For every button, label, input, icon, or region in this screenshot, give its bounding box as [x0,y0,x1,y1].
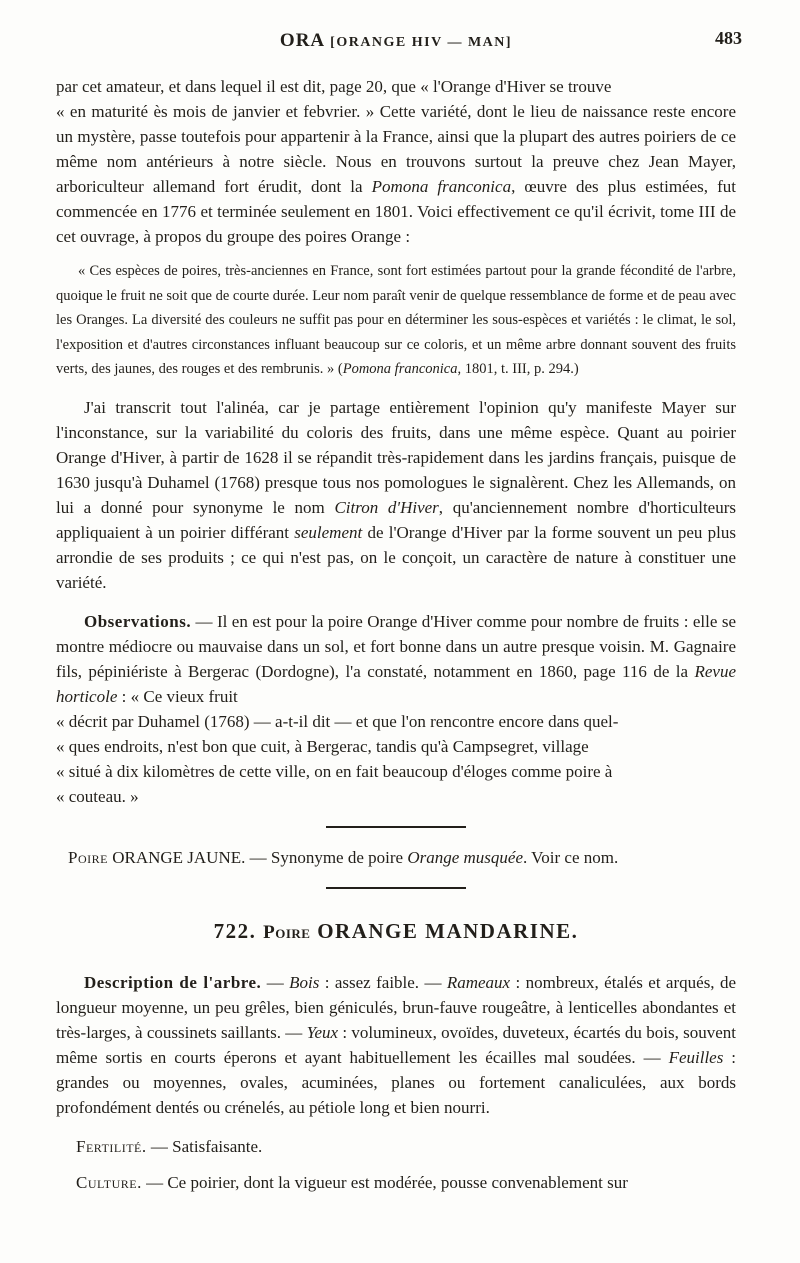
running-title-range: [ORANGE HIV — MAN] [330,35,513,50]
paragraph-description-arbre: Description de l'arbre. — Bois : assez faible. — Rameaux : nombreux, étalés et arqués, de longueur moyenne, un peu grêles, bien géniculés, brun-fauve rougeâtre, à lenticelles abondantes et très-larges, à coussinets saillants. — Yeux : volumineux, ovoïdes, duveteux, écartés du bois, souvent même sortis en courts éperons et ayant habituellement les écailles mal soudées. — Feuilles : grandes ou moyennes, ovales, acuminées, planes ou fortement canaliculées, aux bords profondément dentés ou crénelés, au pétiole long et bien nourri. [56,972,736,1117]
paragraph-intro-continuation: par cet amateur, et dans lequel il est dit, page 20, que « l'Orange d'Hiver se trouve « en maturité ès mois de janvier et febvrier. » Cette variété, dont le lieu de naissance reste encore un mystère, passe toutefois pour appartenir à la France, ainsi que la plupart des autres poiriers de ce même nom antérieurs à notre siècle. Nous en trouvons surtout la preuve chez Jean Mayer, arboriculteur allemand fort érudit, dont la Pomona franconica, œuvre des plus estimées, fut commencée en 1776 et terminée seulement en 1801. Voici effectivement ce qu'il écrivit, tome III de cet ouvrage, à propos du groupe des poires Orange : [56,77,736,246]
paragraph-transcription: J'ai transcrit tout l'alinéa, car je partage entièrement l'opinion qu'y manifeste Mayer sur l'inconstance, sur la variabilité du coloris des fruits, dans une même espèce. Quant au poirier Orange d'Hiver, à partir de 1628 il se répandit très-rapidement dans les jardins français, puisque de 1630 jusqu'à Duhamel (1768) presque tous nos pomologues le signalèrent. Chez les Allemands, on lui a donné pour synonyme le nom Citron d'Hiver, qu'anciennement nombre d'horticulteurs appliquaient à un poirier différant seulement de l'Orange d'Hiver par la forme souvent un peu plus arrondie de ses produits ; ce qui n'est pas, on le conçoit, un caractère de nature à constituer une variété. [56,397,736,592]
section-divider-bottom [326,887,466,889]
paragraph-observations: Observations. — Il en est pour la poire Orange d'Hiver comme pour nombre de fruits : elle se montre médiocre ou mauvaise dans un sol, et fort bonne dans un autre presque voisin. M. Gagnaire fils, pépiniériste à Bergerac (Dordogne), l'a constaté, notamment en 1860, page 116 de la Revue horticole : « Ce vieux fruit « décrit par Duhamel (1768) — a-t-il dit — et que l'on rencontre encore dans quel- « ques endroits, n'est bon que cuit, à Bergerac, tandis qu'à Campsegret, village « situé à dix kilomètres de cette ville, on en fait beaucoup d'éloges comme poire à « couteau. » [56,611,736,806]
running-head [56,28,742,58]
running-title-word: ORA [279,30,326,51]
section-divider-top [326,826,466,828]
paragraph-mayer-quote: « Ces espèces de poires, très-anciennes en France, sont fort estimées partout pour la grande fécondité de l'arbre, quoique le fruit ne soit que de courte durée. Leur nom paraît venir de quelque ressemblance de forme et de peau avec les Oranges. La diversité des couleurs ne suffit pas pour en déterminer les sous-espèces et variétés : le climat, le sol, l'exposition et d'autres circonstances influant beaucoup sur ce coloris, et un même arbre donnant souvent des fruits verts, des jaunes, des rouges et des rembrunis. » (Pomona franconica, 1801, t. III, p. 294.) [56,263,736,377]
line-fertilite: Fertilité. — Satisfaisante. [76,1136,263,1156]
line-culture: Culture. — Ce poirier, dont la vigueur est modérée, pousse convenablement sur [76,1172,628,1192]
synonym-entry-orange-jaune: Poire ORANGE JAUNE. — Synonyme de poire Orange musquée. Voir ce nom. [68,847,619,867]
page-number: 483 [715,28,742,48]
running-title [56,30,736,52]
variety-heading-722: 722. Poire ORANGE MANDARINE. [213,918,579,943]
